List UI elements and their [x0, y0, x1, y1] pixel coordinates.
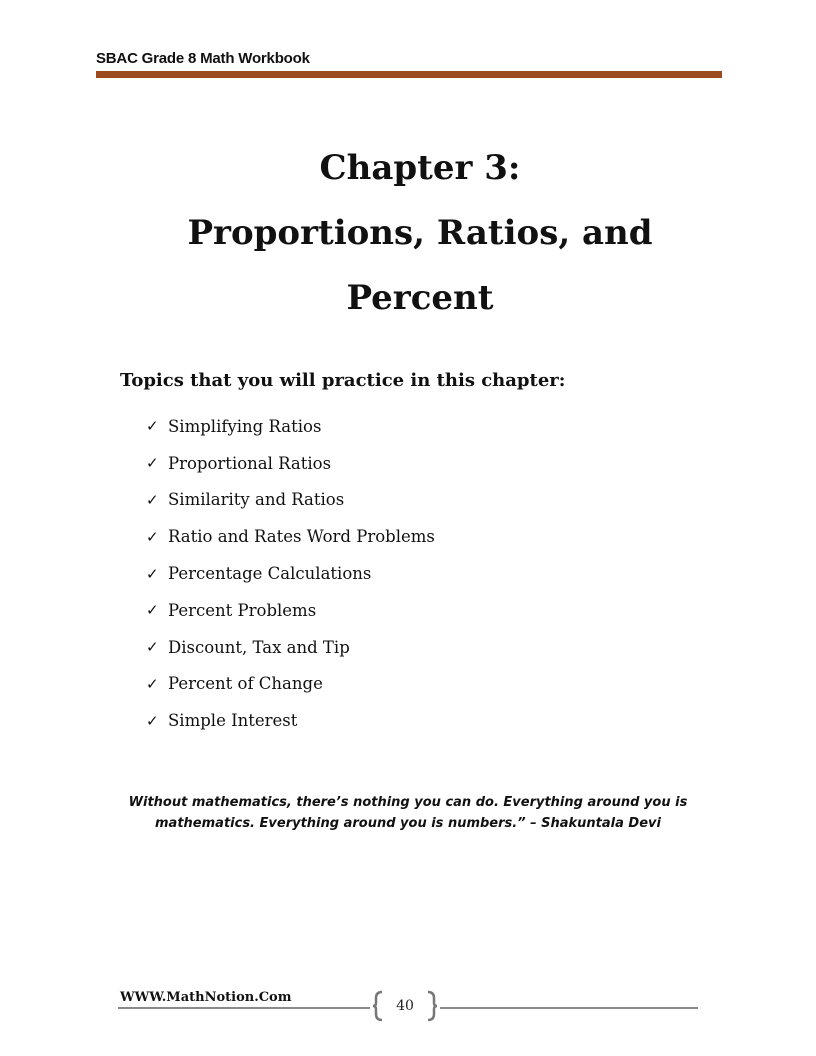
footer-url: WWW.MathNotion.Com — [120, 990, 292, 1005]
quote — [100, 792, 716, 834]
chapter-number: Chapter 3: — [319, 148, 521, 188]
topics-list — [146, 408, 435, 739]
chapter-name-line2: Percent — [346, 278, 494, 318]
checkmark-icon: ✓ — [146, 601, 159, 620]
footer-rule-right — [440, 1007, 698, 1009]
topic-label: Proportional Ratios — [168, 453, 332, 473]
list-item — [146, 629, 435, 666]
topic-label: Ratio and Rates Word Problems — [168, 527, 435, 547]
checkmark-icon: ✓ — [146, 454, 159, 473]
checkmark-icon: ✓ — [146, 674, 159, 693]
quote-line1: Without mathematics, there’s nothing you can do. Everything around you is — [128, 795, 688, 810]
header-rule — [96, 71, 722, 78]
chapter-title — [120, 136, 720, 331]
checkmark-icon: ✓ — [146, 564, 159, 583]
left-brace-icon — [372, 990, 384, 1022]
list-item — [146, 666, 435, 703]
topic-label: Percent of Change — [168, 674, 323, 694]
topic-label: Simplifying Ratios — [168, 416, 322, 436]
page-number-box — [372, 990, 438, 1022]
list-item — [146, 592, 435, 629]
checkmark-icon: ✓ — [146, 417, 159, 436]
checkmark-icon: ✓ — [146, 527, 159, 546]
list-item — [146, 445, 435, 482]
topic-label: Percentage Calculations — [168, 564, 372, 584]
list-item — [146, 408, 435, 445]
checkmark-icon: ✓ — [146, 638, 159, 657]
list-item — [146, 482, 435, 519]
chapter-name-line1: Proportions, Ratios, and — [187, 213, 653, 253]
checkmark-icon: ✓ — [146, 490, 159, 509]
checkmark-icon: ✓ — [146, 711, 159, 730]
header-title: SBAC Grade 8 Math Workbook — [96, 50, 310, 67]
footer-rule-left — [118, 1007, 370, 1009]
right-brace-icon — [426, 990, 438, 1022]
list-item — [146, 555, 435, 592]
page-number: 40 — [396, 998, 414, 1014]
topic-label: Simple Interest — [168, 711, 298, 731]
topic-label: Discount, Tax and Tip — [168, 637, 350, 657]
topics-heading: Topics that you will practice in this chapter: — [120, 370, 566, 391]
quote-line2: mathematics. Everything around you is numbers.” – Shakuntala Devi — [155, 816, 661, 831]
topic-label: Percent Problems — [168, 600, 317, 620]
list-item — [146, 518, 435, 555]
list-item — [146, 702, 435, 739]
topic-label: Similarity and Ratios — [168, 490, 345, 510]
